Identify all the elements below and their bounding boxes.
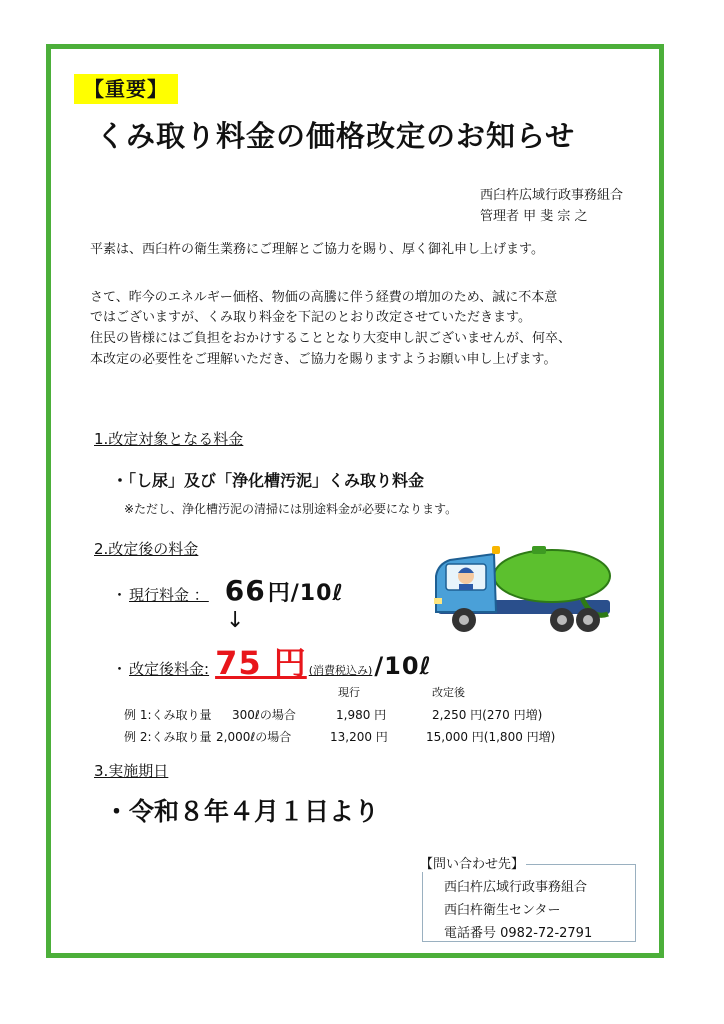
sender-manager: 管理者 甲 斐 宗 之 — [480, 209, 588, 224]
new-price-row — [112, 638, 432, 684]
contact-label: 【問い合わせ先】 — [420, 853, 526, 872]
example-current: 1,980 円 — [336, 708, 387, 722]
example-amount: 300ℓの場合 — [232, 708, 296, 722]
contact-phone: 電話番号 0982-72-2791 — [444, 926, 593, 941]
new-price-label: 改定後料金: — [129, 660, 210, 678]
section-heading-target: 1.改定対象となる料金 — [94, 430, 244, 448]
down-arrow-icon: ↓ — [226, 608, 245, 633]
column-current: 現行 — [338, 686, 360, 699]
contact-center: 西臼杵衛生センター — [444, 903, 561, 918]
bullet: ・ — [112, 586, 128, 604]
section-heading-date: 3.実施期日 — [94, 762, 169, 780]
bullet: ・ — [112, 660, 128, 678]
example-new: 15,000 円(1,800 円増) — [426, 730, 556, 744]
page-title: くみ取り料金の価格改定のお知らせ — [96, 119, 576, 153]
importance-badge: 【重要】 — [74, 74, 178, 104]
body-line: ではございますが、くみ取り料金を下記のとおり改定させていただきます。 — [90, 310, 531, 325]
example-label: 例 2:くみ取り量 — [124, 730, 212, 744]
body-line: 住民の皆様にはご負担をおかけすることとなり大変申し訳ございませんが、何卒、 — [90, 331, 572, 346]
target-fee-note: ※ただし、浄化槽汚泥の清掃には別途料金が必要になります。 — [124, 502, 458, 516]
new-price-unit: /10ℓ — [374, 652, 432, 680]
effective-date: ・令和８年４月１日より — [104, 797, 380, 826]
new-price-value: 75 円 — [215, 644, 307, 682]
example-label: 例 1:くみ取り量 — [124, 708, 212, 722]
example-amount: 2,000ℓの場合 — [216, 730, 292, 744]
tax-note: (消費税込み) — [308, 664, 373, 677]
example-new: 2,250 円(270 円増) — [432, 708, 543, 722]
greeting-line: 平素は、西臼杵の衛生業務にご理解とご協力を賜り、厚く御礼申し上げます。 — [90, 242, 544, 257]
current-price-label: 現行料金 ： — [129, 586, 209, 604]
target-fee-item: ・「し尿」及び「浄化槽汚泥」くみ取り料金 — [112, 471, 425, 490]
current-price-value: 66 — [224, 574, 266, 607]
column-new: 改定後 — [432, 686, 465, 699]
section-heading-new-fee: 2.改定後の料金 — [94, 540, 199, 558]
vacuum-truck-icon — [432, 540, 616, 638]
body-line: 本改定の必要性をご理解いただき、ご協力を賜りますようお願い申し上げます。 — [90, 352, 557, 367]
current-price-unit: 円/10ℓ — [267, 581, 344, 606]
body-line: さて、昨今のエネルギー価格、物価の高騰に伴う経費の増加のため、誠に不本意 — [90, 290, 558, 305]
example-current: 13,200 円 — [330, 730, 388, 744]
sender-org: 西臼杵広域行政事務組合 — [480, 188, 624, 203]
contact-org: 西臼杵広域行政事務組合 — [444, 880, 588, 895]
current-price-row — [112, 574, 344, 607]
